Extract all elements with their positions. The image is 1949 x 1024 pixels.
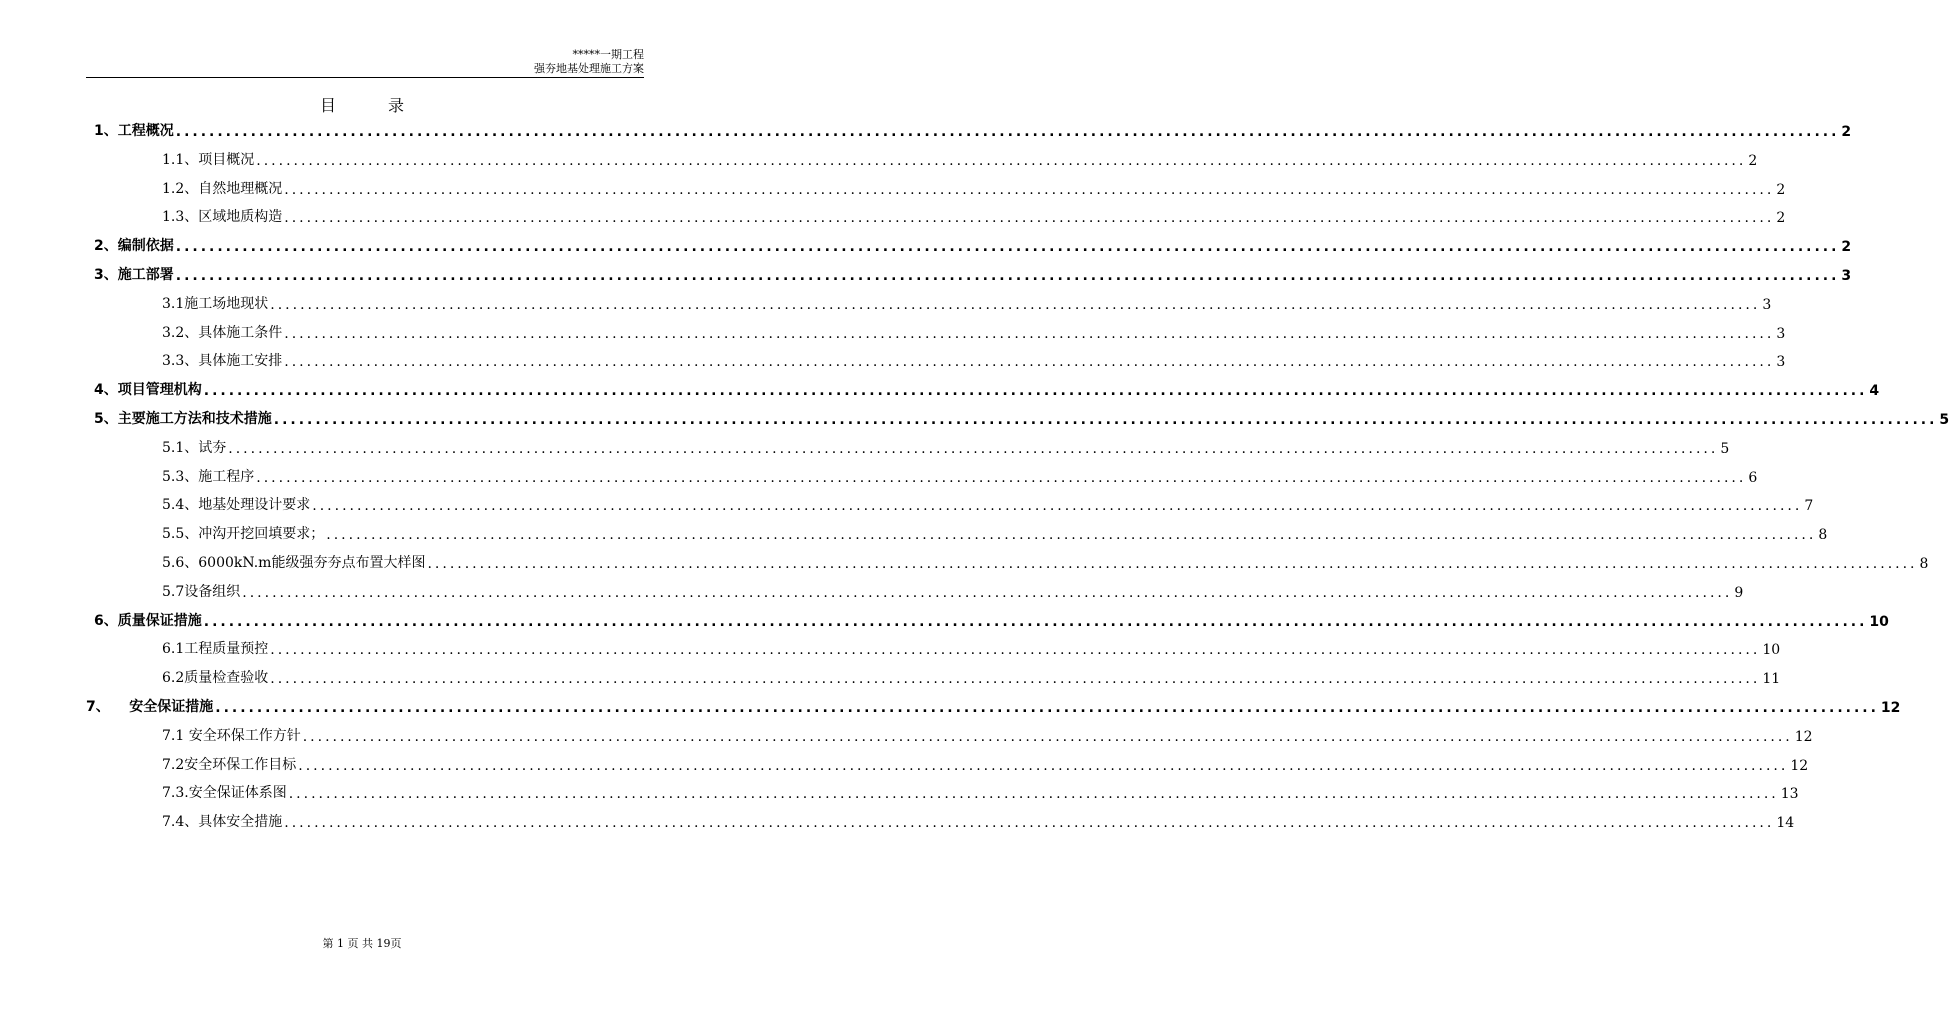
toc-entry[interactable] (0, 437, 1730, 457)
toc-entry[interactable] (0, 638, 1781, 659)
toc-title (0, 93, 724, 116)
toc-title-char1: 目 (319, 96, 336, 115)
toc-entry-label: 3.1施工场地现状 (162, 295, 269, 312)
toc-entry[interactable] (0, 178, 1786, 198)
toc-entry[interactable] (0, 293, 1772, 313)
toc-entry-page: 2 (1748, 152, 1758, 169)
toc-entry-page: 12 (1880, 700, 1901, 716)
toc-entry-label: 3.3、具体施工安排 (162, 353, 283, 370)
toc-leader-dots: ........................................................................................................................................................................................................ (326, 527, 1817, 544)
toc-entry[interactable] (0, 206, 1786, 227)
toc-entry-label: 5.6、6000kN.m能级强夯夯点布置大样图 (162, 555, 426, 571)
toc-entry-label: 3.2、具体施工条件 (162, 324, 283, 341)
toc-entry-label: 5.5、冲沟开挖回填要求； (162, 526, 325, 543)
toc-leader-dots: ........................................................................................................................................................................................................ (270, 296, 1761, 313)
toc-leader-dots: ........................................................................................................................................................................................................ (284, 815, 1775, 832)
toc-entry-page: 9 (1734, 584, 1744, 601)
toc-leader-dots: ........................................................................................................................................................................................................ (175, 268, 1840, 284)
toc-entry-page: 5 (1939, 412, 1949, 428)
toc-entry-label: 1.3、区域地质构造 (162, 209, 283, 226)
toc-entry-label: 5.7设备组织 (162, 583, 241, 600)
toc-entry[interactable] (0, 782, 1799, 803)
toc-entry[interactable] (0, 552, 1929, 572)
toc-entry[interactable] (0, 466, 1758, 486)
toc-leader-dots: ........................................................................................................................................................................................................ (270, 671, 1761, 688)
toc-entry-page: 3 (1776, 354, 1786, 371)
toc-leader-dots: ........................................................................................................................................................................................................ (175, 124, 1840, 140)
toc-entry[interactable] (0, 235, 1852, 256)
toc-entry-page: 3 (1762, 296, 1772, 313)
toc-entry[interactable] (0, 581, 1744, 601)
toc-entry-label: 1、工程概况 (94, 123, 174, 139)
toc-entry-page: 8 (1818, 527, 1828, 544)
toc-entry-label: 7.4、具体安全措施 (162, 814, 283, 831)
toc-entry-label: 1.1、项目概况 (162, 151, 255, 168)
toc-entry-label: 7、 安全保证措施 (86, 699, 214, 715)
toc-leader-dots: ........................................................................................................................................................................................................ (203, 613, 1868, 630)
toc-title-char2: 录 (388, 96, 405, 115)
toc-entry[interactable] (0, 811, 1795, 832)
toc-leader-dots: ........................................................................................................................................................................................................ (270, 642, 1761, 659)
toc-entry[interactable] (0, 120, 1852, 140)
toc-entry[interactable] (0, 379, 1880, 400)
toc-entry-page: 7 (1804, 498, 1814, 515)
toc-entry-label: 7.2安全环保工作目标 (162, 756, 297, 773)
toc-entry-page: 2 (1776, 181, 1786, 198)
toc-entry[interactable] (0, 408, 1949, 428)
toc-entry[interactable] (0, 610, 1889, 630)
toc-leader-dots: ........................................................................................................................................................................................................ (284, 181, 1775, 198)
toc-entry[interactable] (0, 523, 1828, 544)
header-project-name: *****一期工程 (572, 48, 644, 61)
toc-leader-dots: ........................................................................................................................................................................................................ (284, 354, 1775, 371)
toc-entry-label: 3、施工部署 (94, 267, 174, 283)
toc-entry-page: 12 (1790, 757, 1809, 774)
toc-entry-label: 7.3.安全保证体系图 (162, 785, 287, 802)
toc-entry-page: 11 (1762, 671, 1781, 688)
toc-entry-page: 8 (1919, 556, 1929, 572)
toc-entry[interactable] (0, 350, 1786, 371)
toc-entry[interactable] (0, 149, 1758, 169)
toc-entry-label: 6.2质量检查验收 (162, 670, 269, 687)
toc-entry[interactable] (0, 725, 1813, 745)
toc-leader-dots: ........................................................................................................................................................................................................ (175, 239, 1840, 256)
toc-entry-page: 6 (1748, 469, 1758, 486)
toc-leader-dots: ........................................................................................................................................................................................................ (242, 584, 1733, 601)
toc-leader-dots: ........................................................................................................................................................................................................ (288, 786, 1779, 803)
toc-leader-dots: ........................................................................................................................................................................................................ (298, 757, 1789, 774)
toc-entry-page: 3 (1841, 268, 1852, 284)
header-rule (86, 77, 644, 78)
toc-leader-dots: ........................................................................................................................................................................................................ (215, 700, 1879, 716)
toc-entry-label: 5、主要施工方法和技术措施 (94, 411, 272, 427)
toc-entry-label: 4、项目管理机构 (94, 382, 202, 399)
toc-leader-dots: ........................................................................................................................................................................................................ (284, 325, 1775, 342)
toc-entry-label: 5.1、试夯 (162, 439, 227, 456)
toc-entry-page: 5 (1720, 440, 1730, 457)
toc-entry-label: 5.3、施工程序 (162, 468, 255, 485)
toc-leader-dots: ........................................................................................................................................................................................................ (312, 498, 1803, 515)
toc-entry-page: 12 (1794, 728, 1813, 745)
toc-entry-page: 14 (1776, 815, 1795, 832)
toc-entry-page: 10 (1869, 613, 1889, 630)
toc-entry-label: 7.1 安全环保工作方针 (162, 727, 301, 744)
toc-leader-dots: ........................................................................................................................................................................................................ (256, 152, 1747, 169)
toc-leader-dots: ........................................................................................................................................................................................................ (256, 469, 1747, 486)
toc-leader-dots: ........................................................................................................................................................................................................ (302, 728, 1793, 745)
page-footer: 第 1 页 共 19页 (322, 937, 402, 950)
toc-entry-page: 13 (1780, 786, 1799, 803)
toc-entry-page: 4 (1869, 383, 1880, 400)
toc-leader-dots: ........................................................................................................................................................................................................ (284, 210, 1775, 227)
toc-entry-page: 2 (1841, 124, 1852, 140)
toc-entry-page: 10 (1762, 642, 1781, 659)
toc-entry[interactable] (0, 696, 1901, 716)
toc-entry-label: 6.1工程质量预控 (162, 641, 269, 658)
toc-leader-dots: ........................................................................................................................................................................................................ (228, 440, 1719, 457)
toc-entry[interactable] (0, 754, 1809, 774)
toc-entry-page: 2 (1776, 210, 1786, 227)
toc-entry-label: 5.4、地基处理设计要求 (162, 497, 311, 514)
toc-entry-page: 3 (1776, 325, 1786, 342)
toc-entry-label: 6、质量保证措施 (94, 612, 202, 629)
toc-entry[interactable] (0, 494, 1814, 515)
toc-entry[interactable] (0, 667, 1781, 688)
header-document-name: 强夯地基处理施工方案 (534, 62, 644, 75)
page-header (534, 48, 644, 76)
toc-leader-dots: ........................................................................................................................................................................................................ (427, 556, 1918, 572)
toc-leader-dots: ........................................................................................................................................................................................................ (273, 412, 1938, 428)
toc-entry-label: 1.2、自然地理概况 (162, 180, 283, 197)
toc-entry-page: 2 (1841, 239, 1852, 256)
toc-entry-label: 2、编制依据 (94, 238, 174, 255)
toc-leader-dots: ........................................................................................................................................................................................................ (203, 383, 1868, 400)
toc-entry[interactable] (0, 264, 1852, 284)
toc-entry[interactable] (0, 322, 1786, 342)
